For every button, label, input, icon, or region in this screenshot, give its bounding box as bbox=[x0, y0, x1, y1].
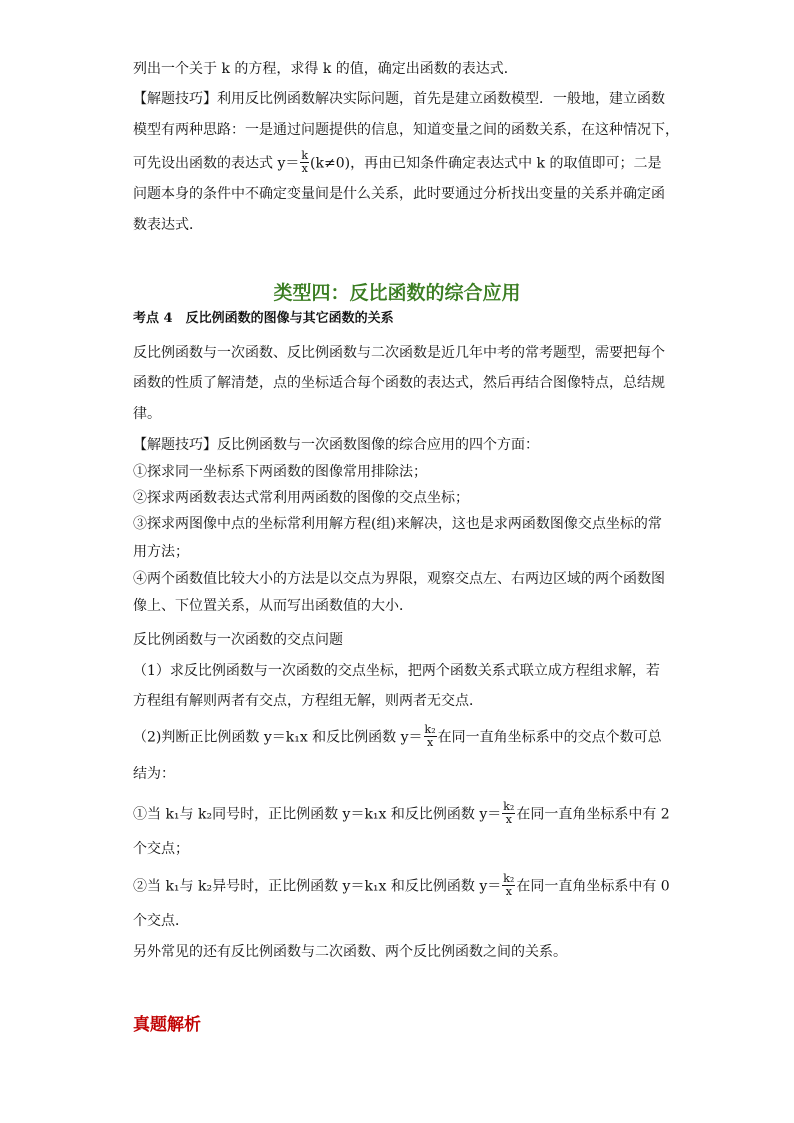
fraction-denominator: x bbox=[505, 813, 512, 826]
fraction-numerator: k₂ bbox=[503, 872, 515, 885]
tip-item-4a: ④两个函数值比较大小的方法是以交点为界限，观察交点左、右两边区域的两个函数图 bbox=[133, 571, 665, 587]
sub-heading: 反比例函数与一次函数的交点问题 bbox=[133, 632, 343, 648]
para-line-3: 律。 bbox=[133, 406, 161, 422]
case-2-line-b: 个交点． bbox=[133, 913, 189, 929]
kaodian-heading: 考点 4 反比例函数的图像与其它函数的关系 bbox=[133, 311, 394, 326]
tip-line-3 bbox=[133, 151, 661, 176]
tip-line-4: 问题本身的条件中不确定变量间是什么关系，此时要通过分析找出变量的关系并确定函 bbox=[133, 186, 665, 202]
case-1-line-b: 个交点； bbox=[133, 841, 189, 857]
case-1-text-b: 在同一直角坐标系中有 2 bbox=[516, 806, 670, 823]
intro-line-1: 列出一个关于 k 的方程，求得 k 的值，确定出函数的表达式． bbox=[133, 61, 518, 77]
fraction-denominator: x bbox=[505, 885, 512, 898]
point-1-line-b: 方程组有解则两者有交点，方程组无解，则两者无交点． bbox=[133, 693, 483, 709]
tip-line-3-a: 可先设出函数的表达式 y＝ bbox=[133, 155, 300, 172]
tip-line-3-b: (k≠0)，再由已知条件确定表达式中 k 的取值即可；二是 bbox=[310, 155, 662, 172]
tip-item-3b: 用方法； bbox=[133, 544, 189, 560]
fraction-k2-over-x bbox=[502, 873, 515, 898]
tip-line-1: 【解题技巧】利用反比例函数解决实际问题，首先是建立函数模型．一般地，建立函数 bbox=[133, 91, 665, 107]
fraction-k-over-x bbox=[300, 150, 309, 175]
point-2-text-a: （2)判断正比例函数 y＝k₁x 和反比例函数 y＝ bbox=[133, 729, 423, 746]
fraction-numerator: k₂ bbox=[503, 800, 515, 813]
point-2-line-b: 结为： bbox=[133, 766, 175, 782]
fraction-numerator: k bbox=[301, 149, 309, 162]
fraction-k2-over-x bbox=[424, 724, 437, 749]
fraction-numerator: k₂ bbox=[424, 723, 436, 736]
fraction-denominator: x bbox=[426, 736, 434, 749]
para-line-1: 反比例函数与一次函数、反比例函数与二次函数是近几年中考的常考题型，需要把每个 bbox=[133, 345, 665, 361]
tip-heading: 【解题技巧】反比例函数与一次函数图像的综合应用的四个方面： bbox=[133, 437, 539, 453]
case-2-text-b: 在同一直角坐标系中有 0 bbox=[516, 878, 670, 895]
para-line-2: 函数的性质了解清楚，点的坐标适合每个函数的表达式，然后再结合图像特点，总结规 bbox=[133, 375, 665, 391]
tip-line-5: 数表达式． bbox=[133, 217, 203, 233]
point-1-line-a: （1）求反比例函数与一次函数的交点坐标，把两个函数关系式联立成方程组求解，若 bbox=[133, 663, 660, 679]
tip-item-1: ①探求同一坐标系下两函数的图像常用排除法； bbox=[133, 464, 427, 480]
section-title: 类型四：反比函数的综合应用 bbox=[273, 282, 521, 304]
tip-item-3a: ③探求两图像中点的坐标常利用解方程(组)来解决，这也是求两函数图像交点坐标的常 bbox=[133, 516, 662, 532]
case-1-text-a: ①当 k₁与 k₂同号时，正比例函数 y＝k₁x 和反比例函数 y＝ bbox=[133, 806, 502, 823]
case-1-line-a bbox=[133, 802, 670, 827]
fraction-k2-over-x bbox=[502, 801, 515, 826]
fraction-denominator: x bbox=[301, 162, 308, 175]
tip-item-2: ②探求两函数表达式常利用两函数的图像的交点坐标； bbox=[133, 490, 469, 506]
point-2-line-a bbox=[133, 725, 662, 750]
final-line: 另外常见的还有反比例函数与二次函数、两个反比例函数之间的关系。 bbox=[133, 944, 567, 960]
case-2-line-a bbox=[133, 874, 670, 899]
case-2-text-a: ②当 k₁与 k₂异号时，正比例函数 y＝k₁x 和反比例函数 y＝ bbox=[133, 878, 502, 895]
zhenti-heading: 真题解析 bbox=[133, 1015, 201, 1035]
tip-item-4b: 像上、下位置关系，从而写出函数值的大小． bbox=[133, 598, 413, 614]
point-2-text-b: 在同一直角坐标系中的交点个数可总 bbox=[437, 729, 662, 746]
tip-line-2: 模型有两种思路：一是通过问题提供的信息，知道变量之间的函数关系，在这种情况下， bbox=[133, 122, 679, 138]
